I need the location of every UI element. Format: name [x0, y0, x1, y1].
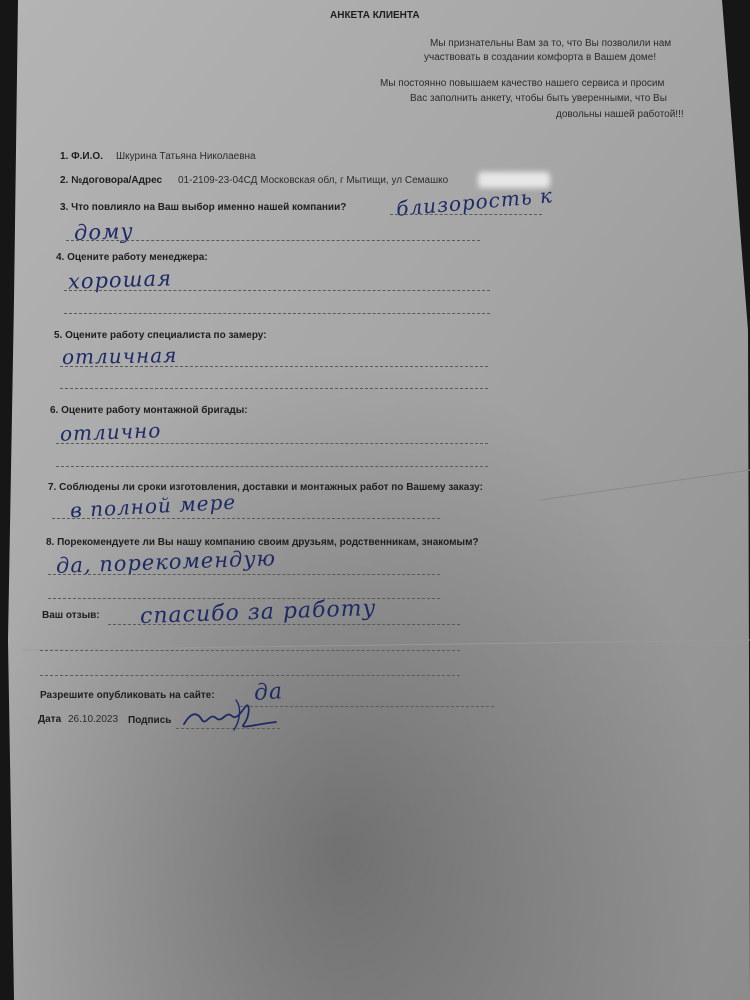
q7-line-1 [52, 518, 440, 519]
thanks-line-1: Мы признательны Вам за то, что Вы позволили нам [430, 38, 672, 49]
date-value: 26.10.2023 [68, 714, 119, 725]
q4-answer: хорошая [67, 266, 173, 294]
review-line-3 [40, 675, 460, 676]
q4-line-1 [64, 290, 490, 291]
publish-label: Разрешите опубликовать на сайте: [40, 690, 215, 701]
q2-label: 2. №договора/Адрес [60, 175, 163, 186]
q4-line-2 [64, 313, 490, 314]
q7-answer: в полной мере [69, 489, 237, 523]
q3-line-1 [390, 214, 542, 215]
publish-answer: да [253, 679, 284, 706]
review-label: Ваш отзыв: [42, 610, 100, 621]
q2-value: 01-2109-23-04СД Московская обл, г Мытищи, ул Семашко [178, 175, 449, 186]
q3-answer-1: близорость к [395, 183, 554, 221]
q6-label: 6. Оцените работу монтажной бригады: [50, 405, 248, 416]
q1-label: 1. Ф.И.О. [60, 151, 103, 162]
request-line-1: Мы постоянно повышаем качество нашего сервиса и просим [380, 78, 665, 89]
thanks-line-2: участвовать в создании комфорта в Вашем доме! [424, 52, 657, 63]
q4-label: 4. Оцените работу менеджера: [56, 252, 208, 263]
q6-line-1 [56, 443, 488, 444]
q5-answer: отличная [61, 342, 178, 370]
q5-line-2 [60, 388, 488, 389]
q8-label: 8. Порекомендуете ли Вы нашу компанию своим друзьям, родственникам, знакомым? [46, 537, 479, 548]
q8-answer: да, порекомендую [55, 546, 277, 578]
q7-label: 7. Соблюдены ли сроки изготовления, доставки и монтажных работ по Вашему заказу: [48, 482, 483, 493]
q3-label: 3. Что повлияло на Ваш выбор именно нашей компании? [60, 202, 347, 213]
request-line-2: Вас заполнить анкету, чтобы быть уверенными, что Вы [410, 93, 667, 104]
q8-line-1 [48, 574, 440, 575]
signature-label: Подпись [128, 715, 172, 726]
review-line-2 [40, 650, 460, 651]
q5-label: 5. Оцените работу специалиста по замеру: [54, 330, 267, 341]
review-line-1 [108, 624, 460, 625]
request-line-3: довольны нашей работой!!! [556, 109, 684, 120]
q6-answer: отлично [59, 418, 162, 446]
q3-line-2 [66, 240, 480, 241]
signature-mark [176, 696, 286, 736]
q1-value: Шкурина Татьяна Николаевна [116, 151, 256, 162]
review-answer: спасибо за работу [139, 595, 377, 630]
q8-line-2 [48, 598, 440, 599]
q5-line-1 [60, 366, 488, 367]
form-title: АНКЕТА КЛИЕНТА [330, 10, 420, 21]
q6-line-2 [56, 466, 488, 467]
q3-answer-2: дому [73, 218, 134, 246]
date-label: Дата [38, 714, 62, 725]
